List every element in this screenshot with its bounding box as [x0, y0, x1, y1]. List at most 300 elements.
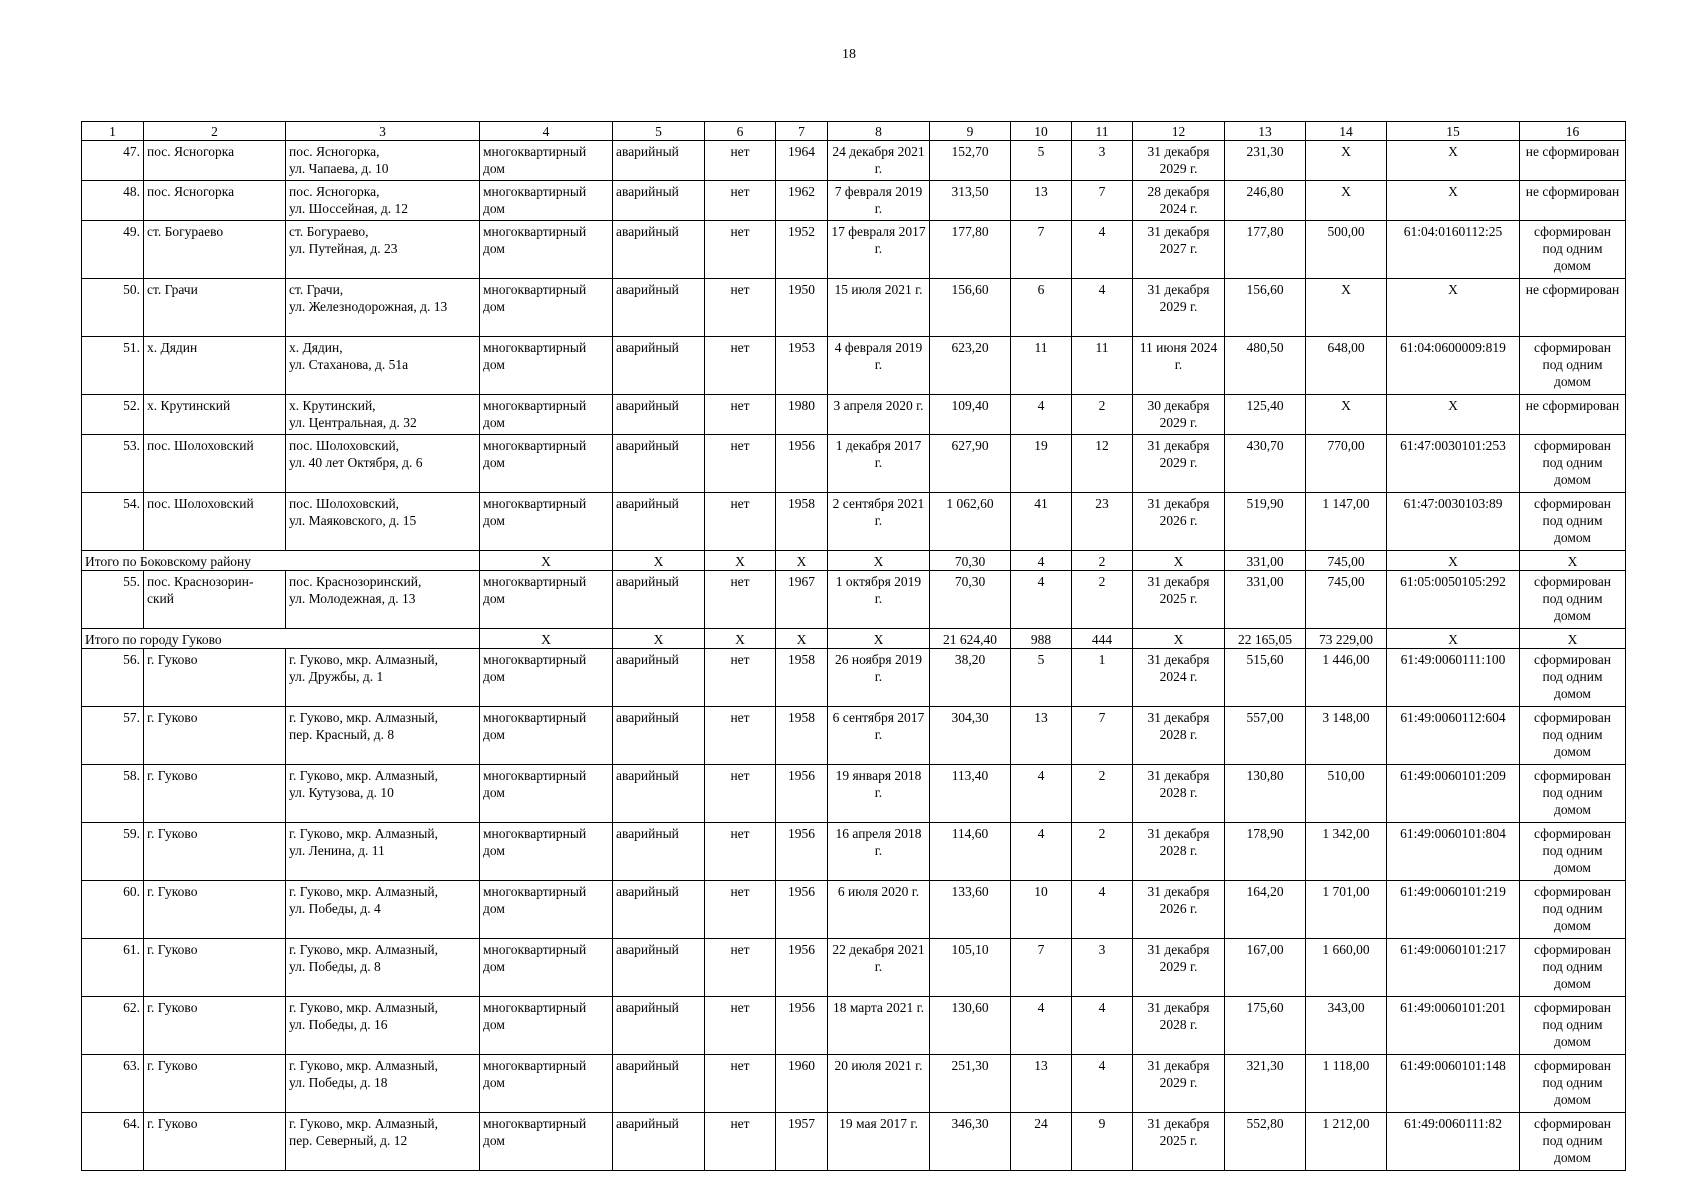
- building-type-cell: многоквартирный дом: [480, 649, 613, 707]
- building-type-cell: многоквартирный дом: [480, 939, 613, 997]
- row-number-cell: 61.: [82, 939, 144, 997]
- cadastral-number-cell: Х: [1387, 395, 1520, 435]
- condition-cell: аварийный: [613, 181, 705, 221]
- land-status-cell: сформирован под одним домом: [1520, 571, 1626, 629]
- table-row: [82, 881, 1626, 939]
- subtotal-year-built: Х: [776, 629, 828, 649]
- building-type-cell: многоквартирный дом: [480, 1113, 613, 1171]
- cadastral-number-cell: 61:49:0060101:201: [1387, 997, 1520, 1055]
- area-cell: 627,90: [930, 435, 1011, 493]
- land-area-cell: Х: [1306, 181, 1387, 221]
- settlement-cell: г. Гуково: [144, 823, 286, 881]
- table-row: [82, 649, 1626, 707]
- settlement-cell: ст. Грачи: [144, 279, 286, 337]
- year-built-cell: 1956: [776, 939, 828, 997]
- condition-cell: аварийный: [613, 707, 705, 765]
- subtotal-reserve: Х: [705, 629, 776, 649]
- resettlement-deadline-cell: 31 декабря 2028 г.: [1133, 707, 1225, 765]
- land-area-cell: 3 148,00: [1306, 707, 1387, 765]
- table-row: [82, 279, 1626, 337]
- subtotal-row: [82, 551, 1626, 571]
- area-cell: 313,50: [930, 181, 1011, 221]
- condition-cell: аварийный: [613, 395, 705, 435]
- building-type-cell: многоквартирный дом: [480, 435, 613, 493]
- address-cell: г. Гуково, мкр. Алмазный, ул. Победы, д. 8: [286, 939, 480, 997]
- table-row: [82, 939, 1626, 997]
- building-type-cell: многоквартирный дом: [480, 1055, 613, 1113]
- table-row: [82, 493, 1626, 551]
- emergency-date-cell: 6 сентября 2017 г.: [828, 707, 930, 765]
- settlement-cell: г. Гуково: [144, 1055, 286, 1113]
- residents-cell: 13: [1011, 707, 1072, 765]
- reserve-cell: нет: [705, 141, 776, 181]
- year-built-cell: 1952: [776, 221, 828, 279]
- reserve-cell: нет: [705, 881, 776, 939]
- subtotal-residents: 4: [1011, 551, 1072, 571]
- land-area-cell: Х: [1306, 279, 1387, 337]
- reserve-cell: нет: [705, 1113, 776, 1171]
- area-cell: 1 062,60: [930, 493, 1011, 551]
- year-built-cell: 1958: [776, 649, 828, 707]
- cadastral-number-cell: 61:49:0060112:604: [1387, 707, 1520, 765]
- reserve-cell: нет: [705, 649, 776, 707]
- address-cell: г. Гуково, мкр. Алмазный, пер. Красный, д. 8: [286, 707, 480, 765]
- resettlement-deadline-cell: 31 декабря 2029 г.: [1133, 141, 1225, 181]
- land-status-cell: сформирован под одним домом: [1520, 823, 1626, 881]
- address-cell: пос. Ясногорка, ул. Чапаева, д. 10: [286, 141, 480, 181]
- residents-cell: 13: [1011, 1055, 1072, 1113]
- condition-cell: аварийный: [613, 571, 705, 629]
- apartments-cell: 4: [1072, 881, 1133, 939]
- table-row: [82, 707, 1626, 765]
- address-cell: г. Гуково, мкр. Алмазный, ул. Победы, д. 16: [286, 997, 480, 1055]
- condition-cell: аварийный: [613, 221, 705, 279]
- resettlement-deadline-cell: 31 декабря 2024 г.: [1133, 649, 1225, 707]
- resettlement-deadline-cell: 31 декабря 2025 г.: [1133, 571, 1225, 629]
- emergency-date-cell: 2 сентября 2021 г.: [828, 493, 930, 551]
- row-number-cell: 47.: [82, 141, 144, 181]
- cadastral-number-cell: 61:49:0060101:804: [1387, 823, 1520, 881]
- housing-register-table: [81, 121, 1626, 1171]
- resettlement-deadline-cell: 31 декабря 2029 г.: [1133, 939, 1225, 997]
- reserve-cell: нет: [705, 221, 776, 279]
- cadastral-number-cell: 61:05:0050105:292: [1387, 571, 1520, 629]
- apartments-cell: 2: [1072, 571, 1133, 629]
- land-status-cell: сформирован под одним домом: [1520, 493, 1626, 551]
- building-type-cell: многоквартирный дом: [480, 221, 613, 279]
- address-cell: пос. Краснозоринский, ул. Молодежная, д. 13: [286, 571, 480, 629]
- settlement-cell: г. Гуково: [144, 1113, 286, 1171]
- land-status-cell: сформирован под одним домом: [1520, 1055, 1626, 1113]
- land-area-cell: 648,00: [1306, 337, 1387, 395]
- reserve-cell: нет: [705, 395, 776, 435]
- condition-cell: аварийный: [613, 823, 705, 881]
- condition-cell: аварийный: [613, 765, 705, 823]
- cadastral-number-cell: 61:47:0030103:89: [1387, 493, 1520, 551]
- emergency-date-cell: 4 февраля 2019 г.: [828, 337, 930, 395]
- residents-cell: 11: [1011, 337, 1072, 395]
- building-type-cell: многоквартирный дом: [480, 823, 613, 881]
- emergency-date-cell: 24 декабря 2021 г.: [828, 141, 930, 181]
- land-status-cell: не сформирован: [1520, 279, 1626, 337]
- year-built-cell: 1958: [776, 707, 828, 765]
- total-area-cell: 231,30: [1225, 141, 1306, 181]
- condition-cell: аварийный: [613, 997, 705, 1055]
- column-number-header-row: [82, 122, 1626, 141]
- subtotal-emergency-date: Х: [828, 629, 930, 649]
- apartments-cell: 23: [1072, 493, 1133, 551]
- residents-cell: 6: [1011, 279, 1072, 337]
- total-area-cell: 178,90: [1225, 823, 1306, 881]
- subtotal-resettlement-deadline: Х: [1133, 629, 1225, 649]
- residents-cell: 4: [1011, 765, 1072, 823]
- residents-cell: 5: [1011, 649, 1072, 707]
- building-type-cell: многоквартирный дом: [480, 141, 613, 181]
- resettlement-deadline-cell: 11 июня 2024 г.: [1133, 337, 1225, 395]
- address-cell: х. Крутинский, ул. Центральная, д. 32: [286, 395, 480, 435]
- table-row: [82, 765, 1626, 823]
- residents-cell: 24: [1011, 1113, 1072, 1171]
- reserve-cell: нет: [705, 939, 776, 997]
- table-row: [82, 337, 1626, 395]
- resettlement-deadline-cell: 31 декабря 2026 г.: [1133, 881, 1225, 939]
- resettlement-deadline-cell: 30 декабря 2029 г.: [1133, 395, 1225, 435]
- land-area-cell: 1 212,00: [1306, 1113, 1387, 1171]
- subtotal-cadastral-number: Х: [1387, 551, 1520, 571]
- apartments-cell: 4: [1072, 1055, 1133, 1113]
- land-area-cell: Х: [1306, 141, 1387, 181]
- subtotal-label: Итого по городу Гуково: [82, 629, 480, 649]
- settlement-cell: г. Гуково: [144, 997, 286, 1055]
- total-area-cell: 125,40: [1225, 395, 1306, 435]
- emergency-date-cell: 18 марта 2021 г.: [828, 997, 930, 1055]
- land-status-cell: сформирован под одним домом: [1520, 765, 1626, 823]
- total-area-cell: 164,20: [1225, 881, 1306, 939]
- total-area-cell: 156,60: [1225, 279, 1306, 337]
- condition-cell: аварийный: [613, 1113, 705, 1171]
- land-area-cell: 1 660,00: [1306, 939, 1387, 997]
- settlement-cell: г. Гуково: [144, 707, 286, 765]
- table-row: [82, 997, 1626, 1055]
- address-cell: г. Гуково, мкр. Алмазный, ул. Победы, д. 4: [286, 881, 480, 939]
- row-number-cell: 51.: [82, 337, 144, 395]
- cadastral-number-cell: Х: [1387, 141, 1520, 181]
- row-number-cell: 63.: [82, 1055, 144, 1113]
- subtotal-total-area: 331,00: [1225, 551, 1306, 571]
- address-cell: пос. Шолоховский, ул. 40 лет Октября, д. 6: [286, 435, 480, 493]
- total-area-cell: 331,00: [1225, 571, 1306, 629]
- subtotal-apartments: 2: [1072, 551, 1133, 571]
- cadastral-number-cell: 61:49:0060111:82: [1387, 1113, 1520, 1171]
- residents-cell: 10: [1011, 881, 1072, 939]
- column-number-11: 11: [1072, 122, 1133, 141]
- land-area-cell: 1 446,00: [1306, 649, 1387, 707]
- land-status-cell: сформирован под одним домом: [1520, 1113, 1626, 1171]
- total-area-cell: 557,00: [1225, 707, 1306, 765]
- land-area-cell: 343,00: [1306, 997, 1387, 1055]
- subtotal-reserve: Х: [705, 551, 776, 571]
- subtotal-condition: Х: [613, 551, 705, 571]
- row-number-cell: 62.: [82, 997, 144, 1055]
- address-cell: х. Дядин, ул. Стаханова, д. 51а: [286, 337, 480, 395]
- resettlement-deadline-cell: 28 декабря 2024 г.: [1133, 181, 1225, 221]
- row-number-cell: 60.: [82, 881, 144, 939]
- emergency-date-cell: 17 февраля 2017 г.: [828, 221, 930, 279]
- row-number-cell: 64.: [82, 1113, 144, 1171]
- settlement-cell: х. Крутинский: [144, 395, 286, 435]
- year-built-cell: 1956: [776, 881, 828, 939]
- resettlement-deadline-cell: 31 декабря 2025 г.: [1133, 1113, 1225, 1171]
- condition-cell: аварийный: [613, 939, 705, 997]
- building-type-cell: многоквартирный дом: [480, 279, 613, 337]
- settlement-cell: пос. Ясногорка: [144, 141, 286, 181]
- subtotal-label: Итого по Боковскому району: [82, 551, 480, 571]
- row-number-cell: 59.: [82, 823, 144, 881]
- apartments-cell: 2: [1072, 823, 1133, 881]
- row-number-cell: 54.: [82, 493, 144, 551]
- apartments-cell: 3: [1072, 141, 1133, 181]
- building-type-cell: многоквартирный дом: [480, 181, 613, 221]
- building-type-cell: многоквартирный дом: [480, 493, 613, 551]
- emergency-date-cell: 26 ноября 2019 г.: [828, 649, 930, 707]
- land-status-cell: не сформирован: [1520, 181, 1626, 221]
- column-number-8: 8: [828, 122, 930, 141]
- table-row: [82, 1055, 1626, 1113]
- reserve-cell: нет: [705, 279, 776, 337]
- land-status-cell: сформирован под одним домом: [1520, 707, 1626, 765]
- condition-cell: аварийный: [613, 279, 705, 337]
- apartments-cell: 1: [1072, 649, 1133, 707]
- emergency-date-cell: 15 июля 2021 г.: [828, 279, 930, 337]
- building-type-cell: многоквартирный дом: [480, 997, 613, 1055]
- building-type-cell: многоквартирный дом: [480, 571, 613, 629]
- subtotal-area: 21 624,40: [930, 629, 1011, 649]
- land-status-cell: сформирован под одним домом: [1520, 221, 1626, 279]
- year-built-cell: 1960: [776, 1055, 828, 1113]
- total-area-cell: 246,80: [1225, 181, 1306, 221]
- column-number-14: 14: [1306, 122, 1387, 141]
- total-area-cell: 175,60: [1225, 997, 1306, 1055]
- cadastral-number-cell: Х: [1387, 181, 1520, 221]
- apartments-cell: 4: [1072, 221, 1133, 279]
- subtotal-land-status: Х: [1520, 551, 1626, 571]
- column-number-2: 2: [144, 122, 286, 141]
- total-area-cell: 177,80: [1225, 221, 1306, 279]
- subtotal-cadastral-number: Х: [1387, 629, 1520, 649]
- column-number-7: 7: [776, 122, 828, 141]
- cadastral-number-cell: 61:04:0600009:819: [1387, 337, 1520, 395]
- emergency-date-cell: 1 декабря 2017 г.: [828, 435, 930, 493]
- condition-cell: аварийный: [613, 881, 705, 939]
- land-area-cell: 770,00: [1306, 435, 1387, 493]
- row-number-cell: 58.: [82, 765, 144, 823]
- cadastral-number-cell: 61:49:0060101:217: [1387, 939, 1520, 997]
- area-cell: 177,80: [930, 221, 1011, 279]
- emergency-date-cell: 16 апреля 2018 г.: [828, 823, 930, 881]
- address-cell: ст. Богураево, ул. Путейная, д. 23: [286, 221, 480, 279]
- area-cell: 130,60: [930, 997, 1011, 1055]
- cadastral-number-cell: 61:47:0030101:253: [1387, 435, 1520, 493]
- reserve-cell: нет: [705, 765, 776, 823]
- year-built-cell: 1956: [776, 765, 828, 823]
- area-cell: 70,30: [930, 571, 1011, 629]
- reserve-cell: нет: [705, 707, 776, 765]
- emergency-date-cell: 3 апреля 2020 г.: [828, 395, 930, 435]
- area-cell: 109,40: [930, 395, 1011, 435]
- subtotal-total-area: 22 165,05: [1225, 629, 1306, 649]
- cadastral-number-cell: 61:49:0060111:100: [1387, 649, 1520, 707]
- settlement-cell: г. Гуково: [144, 765, 286, 823]
- subtotal-row: [82, 629, 1626, 649]
- condition-cell: аварийный: [613, 435, 705, 493]
- row-number-cell: 53.: [82, 435, 144, 493]
- building-type-cell: многоквартирный дом: [480, 337, 613, 395]
- row-number-cell: 48.: [82, 181, 144, 221]
- area-cell: 152,70: [930, 141, 1011, 181]
- settlement-cell: пос. Шолоховский: [144, 435, 286, 493]
- table-row: [82, 435, 1626, 493]
- column-number-3: 3: [286, 122, 480, 141]
- table-row: [82, 1113, 1626, 1171]
- residents-cell: 41: [1011, 493, 1072, 551]
- resettlement-deadline-cell: 31 декабря 2029 г.: [1133, 435, 1225, 493]
- total-area-cell: 480,50: [1225, 337, 1306, 395]
- address-cell: г. Гуково, мкр. Алмазный, пер. Северный, д. 12: [286, 1113, 480, 1171]
- table-row: [82, 823, 1626, 881]
- year-built-cell: 1953: [776, 337, 828, 395]
- column-number-12: 12: [1133, 122, 1225, 141]
- subtotal-emergency-date: Х: [828, 551, 930, 571]
- settlement-cell: х. Дядин: [144, 337, 286, 395]
- total-area-cell: 167,00: [1225, 939, 1306, 997]
- year-built-cell: 1956: [776, 997, 828, 1055]
- settlement-cell: ст. Богураево: [144, 221, 286, 279]
- apartments-cell: 2: [1072, 765, 1133, 823]
- apartments-cell: 7: [1072, 181, 1133, 221]
- total-area-cell: 130,80: [1225, 765, 1306, 823]
- subtotal-land-status: Х: [1520, 629, 1626, 649]
- area-cell: 156,60: [930, 279, 1011, 337]
- apartments-cell: 3: [1072, 939, 1133, 997]
- total-area-cell: 430,70: [1225, 435, 1306, 493]
- column-number-4: 4: [480, 122, 613, 141]
- column-number-5: 5: [613, 122, 705, 141]
- area-cell: 105,10: [930, 939, 1011, 997]
- land-area-cell: Х: [1306, 395, 1387, 435]
- residents-cell: 19: [1011, 435, 1072, 493]
- row-number-cell: 50.: [82, 279, 144, 337]
- cadastral-number-cell: 61:04:0160112:25: [1387, 221, 1520, 279]
- year-built-cell: 1962: [776, 181, 828, 221]
- total-area-cell: 552,80: [1225, 1113, 1306, 1171]
- land-status-cell: сформирован под одним домом: [1520, 939, 1626, 997]
- condition-cell: аварийный: [613, 649, 705, 707]
- residents-cell: 7: [1011, 221, 1072, 279]
- cadastral-number-cell: Х: [1387, 279, 1520, 337]
- settlement-cell: пос. Краснозорин- ский: [144, 571, 286, 629]
- column-number-10: 10: [1011, 122, 1072, 141]
- land-area-cell: 1 701,00: [1306, 881, 1387, 939]
- area-cell: 251,30: [930, 1055, 1011, 1113]
- building-type-cell: многоквартирный дом: [480, 707, 613, 765]
- settlement-cell: г. Гуково: [144, 939, 286, 997]
- land-status-cell: не сформирован: [1520, 395, 1626, 435]
- area-cell: 133,60: [930, 881, 1011, 939]
- address-cell: г. Гуково, мкр. Алмазный, ул. Кутузова, д. 10: [286, 765, 480, 823]
- table-row: [82, 141, 1626, 181]
- residents-cell: 7: [1011, 939, 1072, 997]
- land-area-cell: 500,00: [1306, 221, 1387, 279]
- resettlement-deadline-cell: 31 декабря 2029 г.: [1133, 279, 1225, 337]
- page-number: 18: [842, 47, 856, 62]
- row-number-cell: 55.: [82, 571, 144, 629]
- reserve-cell: нет: [705, 181, 776, 221]
- emergency-date-cell: 7 февраля 2019 г.: [828, 181, 930, 221]
- column-number-1: 1: [82, 122, 144, 141]
- year-built-cell: 1956: [776, 435, 828, 493]
- apartments-cell: 9: [1072, 1113, 1133, 1171]
- column-number-9: 9: [930, 122, 1011, 141]
- apartments-cell: 2: [1072, 395, 1133, 435]
- cadastral-number-cell: 61:49:0060101:219: [1387, 881, 1520, 939]
- resettlement-deadline-cell: 31 декабря 2028 г.: [1133, 765, 1225, 823]
- year-built-cell: 1957: [776, 1113, 828, 1171]
- settlement-cell: г. Гуково: [144, 881, 286, 939]
- settlement-cell: пос. Шолоховский: [144, 493, 286, 551]
- resettlement-deadline-cell: 31 декабря 2028 г.: [1133, 997, 1225, 1055]
- residents-cell: 4: [1011, 997, 1072, 1055]
- total-area-cell: 321,30: [1225, 1055, 1306, 1113]
- reserve-cell: нет: [705, 823, 776, 881]
- subtotal-land-area: 745,00: [1306, 551, 1387, 571]
- address-cell: ст. Грачи, ул. Железнодорожная, д. 13: [286, 279, 480, 337]
- table-row: [82, 571, 1626, 629]
- settlement-cell: г. Гуково: [144, 649, 286, 707]
- subtotal-condition: Х: [613, 629, 705, 649]
- emergency-date-cell: 19 января 2018 г.: [828, 765, 930, 823]
- reserve-cell: нет: [705, 571, 776, 629]
- land-area-cell: 1 118,00: [1306, 1055, 1387, 1113]
- building-type-cell: многоквартирный дом: [480, 881, 613, 939]
- subtotal-resettlement-deadline: Х: [1133, 551, 1225, 571]
- row-number-cell: 57.: [82, 707, 144, 765]
- row-number-cell: 52.: [82, 395, 144, 435]
- subtotal-building-type: Х: [480, 629, 613, 649]
- emergency-date-cell: 22 декабря 2021 г.: [828, 939, 930, 997]
- area-cell: 623,20: [930, 337, 1011, 395]
- resettlement-deadline-cell: 31 декабря 2029 г.: [1133, 1055, 1225, 1113]
- reserve-cell: нет: [705, 997, 776, 1055]
- land-area-cell: 510,00: [1306, 765, 1387, 823]
- column-number-13: 13: [1225, 122, 1306, 141]
- reserve-cell: нет: [705, 493, 776, 551]
- address-cell: г. Гуково, мкр. Алмазный, ул. Победы, д. 18: [286, 1055, 480, 1113]
- reserve-cell: нет: [705, 1055, 776, 1113]
- column-number-15: 15: [1387, 122, 1520, 141]
- row-number-cell: 49.: [82, 221, 144, 279]
- land-area-cell: 745,00: [1306, 571, 1387, 629]
- area-cell: 346,30: [930, 1113, 1011, 1171]
- emergency-date-cell: 19 мая 2017 г.: [828, 1113, 930, 1171]
- subtotal-building-type: Х: [480, 551, 613, 571]
- subtotal-apartments: 444: [1072, 629, 1133, 649]
- cadastral-number-cell: 61:49:0060101:148: [1387, 1055, 1520, 1113]
- emergency-date-cell: 20 июля 2021 г.: [828, 1055, 930, 1113]
- apartments-cell: 4: [1072, 279, 1133, 337]
- year-built-cell: 1967: [776, 571, 828, 629]
- area-cell: 38,20: [930, 649, 1011, 707]
- apartments-cell: 12: [1072, 435, 1133, 493]
